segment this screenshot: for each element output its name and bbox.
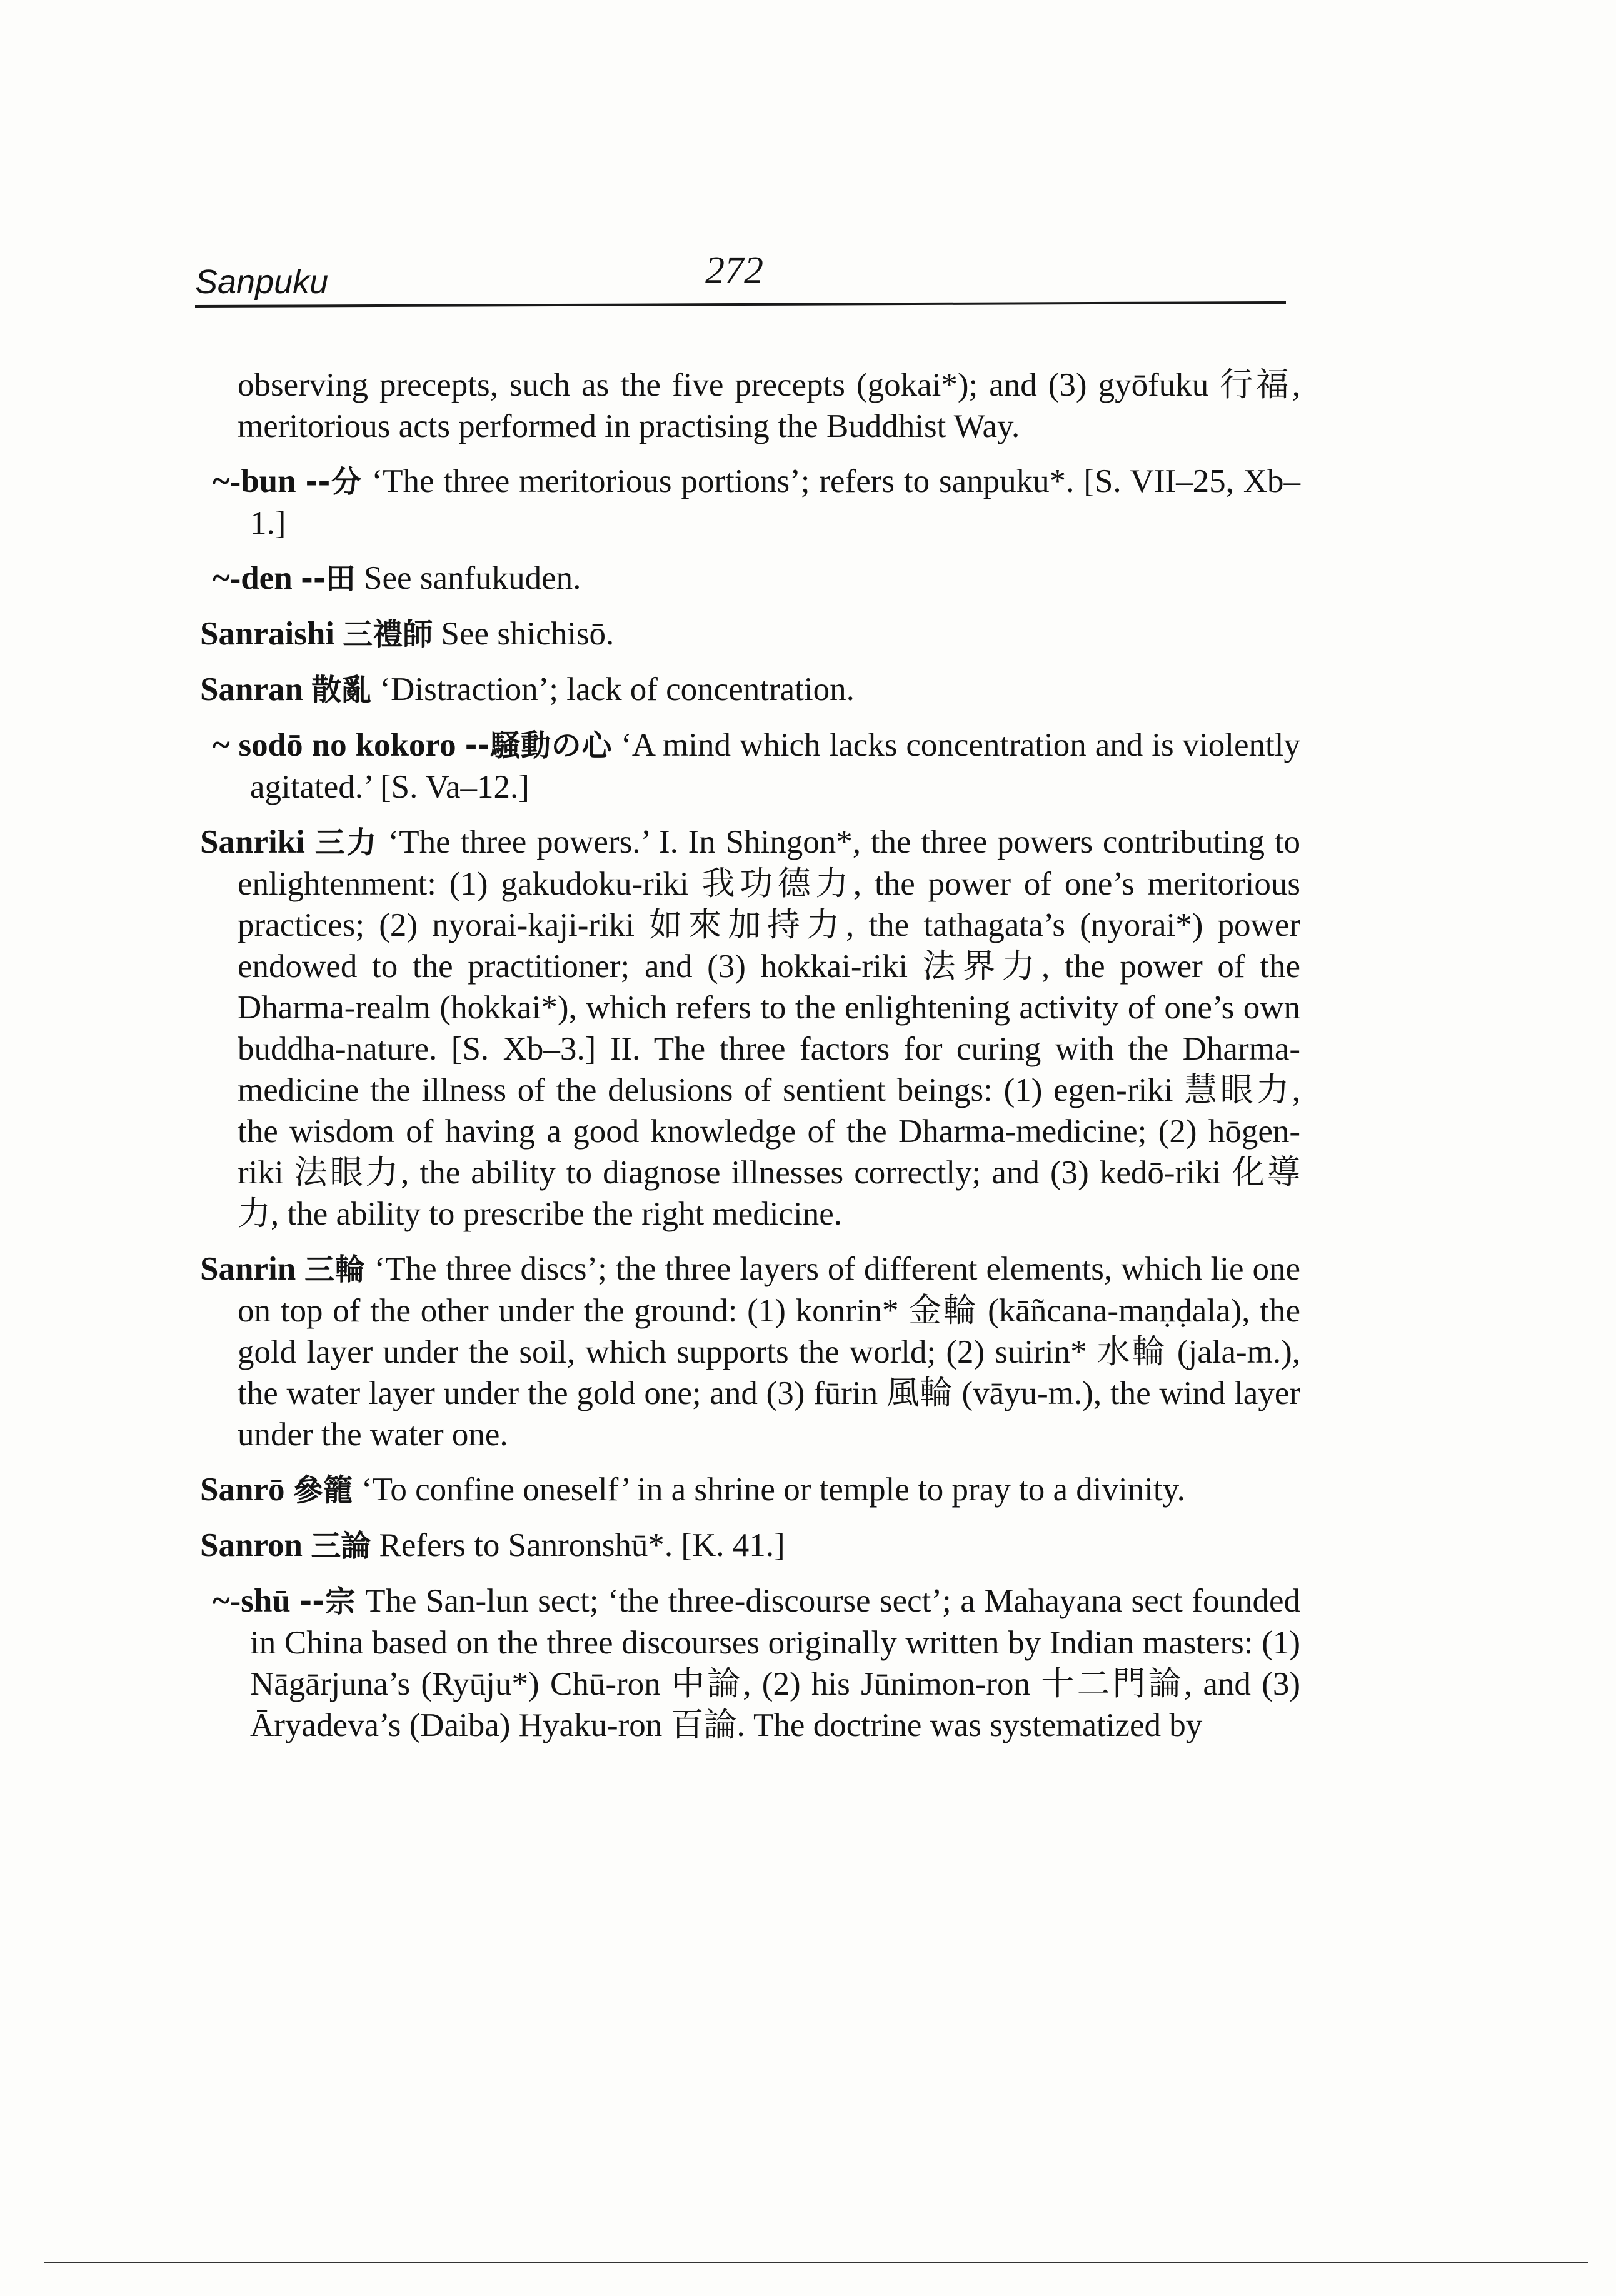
definition: ‘A mind which lacks concentration and is violently agitated.’ — [250, 727, 1300, 805]
page-body — [200, 331, 1300, 1760]
kanji: --宗 — [299, 1584, 356, 1619]
definition: Refers to Sanronshū*. — [379, 1527, 673, 1563]
kanji: 三禮師 — [343, 617, 433, 652]
kanji: 參籠 — [293, 1473, 353, 1508]
definition: See sanfukuden. — [364, 560, 581, 596]
kanji: 三力 — [314, 825, 378, 860]
headword: ~-shū — [213, 1583, 291, 1619]
source-reference: [S. Va–12.] — [379, 769, 529, 805]
entry-sanriki — [200, 821, 1300, 1235]
kanji: 三論 — [311, 1528, 371, 1563]
kanji: --騒動の心 — [464, 728, 613, 763]
entry-sanraishi — [200, 613, 1300, 655]
definition: ‘The three discs’; the three layers of different elements, which lie one on top of the other under the ground: (1) konrin* 金輪 (kāñcana-maṇḍala), the gold layer under the soil, which supports the world; (2) suirin* 水輪 (jala-m.), the water layer under the gold one; and (3) fūrin 風輪 (vāyu-m.), the wind layer under the water one. — [238, 1251, 1300, 1453]
definition: ‘The three meritorious portions’; refers to sanpuku*. — [371, 463, 1075, 499]
header-rule — [195, 301, 1286, 308]
entry-sanrin — [200, 1248, 1300, 1455]
definition: The San-lun sect; ‘the three-discourse sect’; a Mahayana sect founded in China based on the three discourses originally written by Indian masters: (1) Nāgārjuna’s (Ryūju*) Chū-ron 中論, (2) his Jūnimon-ron 十二門論, and (3) Āryadeva’s (Daiba) Hyaku-ron 百論. The doctrine was systematized by — [250, 1583, 1301, 1743]
definition: ‘The three powers.’ I. In Shingon*, the three powers contributing to enlightenment: (1) gakudoku-riki 我功德力, the power of one’s meritorious practices; (2) nyorai-kaji-riki 如來加持力, the tathagata’s (nyorai*) power endowed to the practitioner; and (3) hokkai-riki 法界力, the power of the Dharma-realm (hokkai*), which refers to the enlightening activity of one’s own buddha-nature. [S. Xb–3.] II. The three factors for curing with the Dharma-medicine the illness of the delusions of sentient beings: (1) egen-riki 慧眼力, the wisdom of having a good knowledge of the Dharma-medicine; (2) hōgen-riki 法眼力, the ability to diagnose illnesses correctly; and (3) kedō-riki 化導力, the ability to prescribe the right medicine. — [238, 824, 1301, 1232]
entry-sodo-no-kokoro — [213, 724, 1300, 808]
kanji: 三輪 — [304, 1252, 366, 1287]
source-reference: [S. VII–25, Xb–1.] — [250, 463, 1301, 541]
entry-den — [213, 558, 1300, 599]
definition: ‘To confine oneself’ in a shrine or temple to pray to a divinity. — [361, 1471, 1185, 1508]
entry-continuation: observing precepts, such as the five precepts (gokai*); and (3) gyōfuku 行福, meritorious acts performed in practising the Buddhist Way. — [238, 367, 1300, 444]
source-reference: [K. 41.] — [681, 1527, 785, 1563]
headword: Sanraishi — [200, 616, 335, 652]
headword: Sanran — [200, 671, 303, 708]
headword: Sanrin — [200, 1251, 296, 1287]
headword: Sanriki — [200, 824, 305, 860]
definition: See shichisō. — [441, 616, 615, 652]
entry-sanran — [200, 669, 1300, 711]
headword: ~-bun — [213, 463, 296, 499]
entry-bun — [213, 461, 1300, 544]
entry-sanronshu — [213, 1580, 1300, 1746]
bottom-rule — [44, 2262, 1588, 2263]
kanji: 散亂 — [311, 673, 372, 708]
entry-sanron — [200, 1525, 1300, 1567]
headword: Sanron — [200, 1527, 303, 1563]
headword: ~-den — [213, 560, 293, 596]
headword: Sanrō — [200, 1471, 285, 1508]
headword: ~ sodō no kokoro — [213, 727, 456, 763]
entry-sanro — [200, 1469, 1300, 1511]
definition: ‘Distraction’; lack of concentration. — [379, 671, 855, 708]
kanji: --田 — [300, 561, 356, 596]
running-head: Sanpuku — [195, 263, 329, 301]
page-number: 272 — [705, 249, 763, 292]
kanji: --分 — [305, 464, 363, 499]
